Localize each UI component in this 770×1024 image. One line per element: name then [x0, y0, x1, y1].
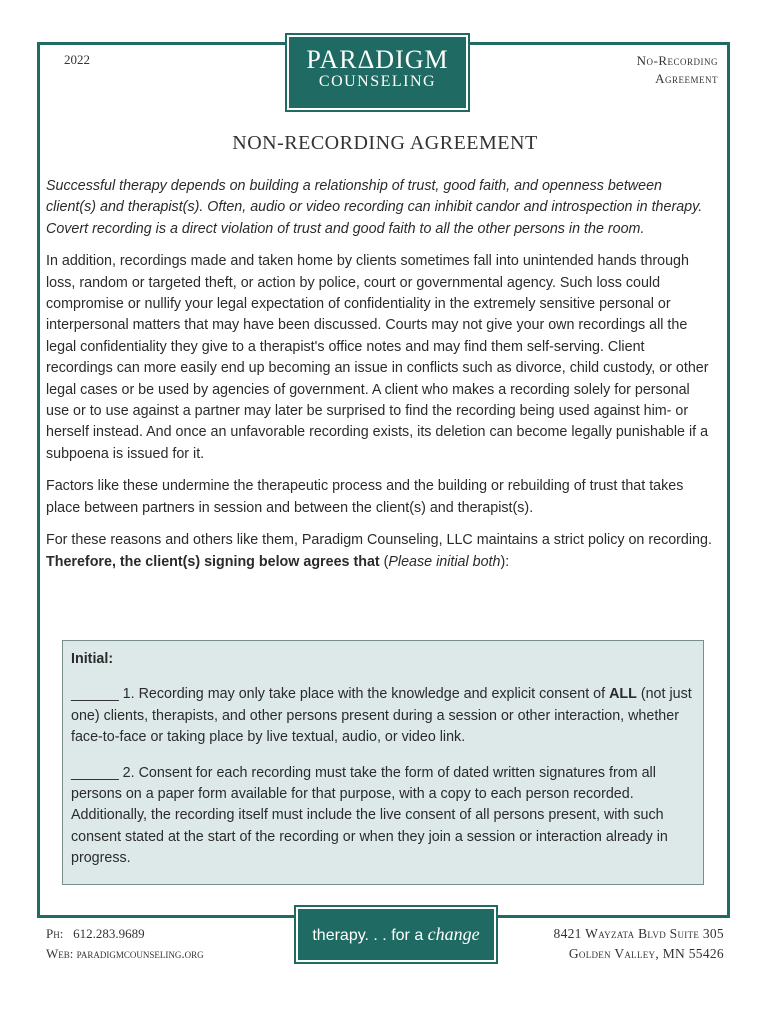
- paragraph-factors: Factors like these undermine the therapeutic process and the building or rebuilding of trust that takes place between partners in session and between the client(s) and therapist(s).: [46, 478, 684, 516]
- paradigm-logo: [287, 35, 468, 110]
- page-title: NON-RECORDING AGREEMENT: [232, 132, 538, 154]
- logo-name: PARΔDIGM: [306, 45, 449, 74]
- web-label: Web:: [46, 946, 74, 961]
- logo-subtitle: COUNSELING: [318, 73, 437, 90]
- intro-paragraph: Successful therapy depends on building a relationship of trust, good faith, and openness between client(s) and therapist(s). Often, audio or video recording can inhibit candor and introspection in therapy. Covert recording is a direct violation of trust and good faith to all the other persons in the room.: [46, 178, 703, 237]
- initial-item-2[interactable]: ______ 2. Consent for each recording must take the form of dated written signatures from all persons on a paper form available for that purpose, with a copy to each person recorded. Additionally, the recording itself must include the live consent of all persons present, with such consent stated at the start of the recording or when they join a session or interaction already in progress.: [71, 764, 668, 867]
- frame-bottom-left: [37, 915, 297, 918]
- address-line-2: Golden Valley, MN 55426: [568, 946, 724, 961]
- frame-bottom-right: [495, 915, 730, 918]
- policy-bold-text: Therefore, the client(s) signing below agrees that: [46, 553, 380, 570]
- initial-item-1-end: (not just one) clients, therapists, and other persons present during a session or other interaction, whether face-to-face or taking place by live textual, audio, or video link.: [71, 686, 692, 746]
- tagline-text: therapy. . . for a: [312, 927, 428, 944]
- phone-label: Ph:: [46, 926, 64, 941]
- policy-end: ):: [500, 553, 510, 570]
- footer-phone: [46, 924, 204, 944]
- agreement-body: [46, 176, 714, 584]
- footer-web: [46, 944, 204, 964]
- document-tag-line2: Agreement: [655, 71, 718, 86]
- footer-contact: [46, 924, 204, 964]
- tagline-italic-text: change: [427, 924, 480, 944]
- document-tag: [558, 52, 718, 88]
- phone-number: 612.283.9689: [73, 926, 145, 941]
- document-tag-line1: No-Recording: [636, 53, 718, 68]
- paragraph-confidentiality: In addition, recordings made and taken home by clients sometimes fall into unintended hands through loss, random or targeted theft, or action by police, court or governmental agency. Such loss could compromise or nullify your legal expectation of confidentiality in the extremely sensitive personal or interpersonal matters that may have been discussed. Courts may not give your own recordings all the legal confidentiality they give to a therapist's office notes and may find them self-serving. Client recordings can more easily end up becoming an issue in conflicts such as divorce, child custody, or other legal cases or be used by agencies of government. A client who makes a recording solely for personal use or to use against a partner may later be surprised to find the recording being used against him- or herself instead. And once an unfavorable recording exists, its deletion can become legally punishable if a subpoena is issued for it.: [46, 253, 709, 462]
- address-line-1: 8421 Wayzata Blvd Suite 305: [553, 926, 724, 941]
- initial-item-1-bold: ALL: [609, 686, 637, 703]
- policy-paren-open: (: [379, 553, 389, 570]
- initial-box: [62, 640, 704, 885]
- initial-item-1-text: ______ 1. Recording may only take place with the knowledge and explicit consent of: [71, 686, 610, 703]
- initial-item-1[interactable]: [71, 684, 695, 748]
- policy-text: For these reasons and others like them, Paradigm Counseling, LLC maintains a strict policy on recording.: [46, 532, 712, 549]
- footer-address: [554, 924, 724, 964]
- tagline-badge: [296, 907, 496, 962]
- document-year: 2022: [64, 52, 90, 67]
- paragraph-policy: [46, 530, 714, 573]
- policy-italic-text: Please initial both: [388, 553, 501, 570]
- initial-label: Initial:: [71, 651, 114, 667]
- web-address[interactable]: paradigmcounseling.org: [76, 946, 204, 961]
